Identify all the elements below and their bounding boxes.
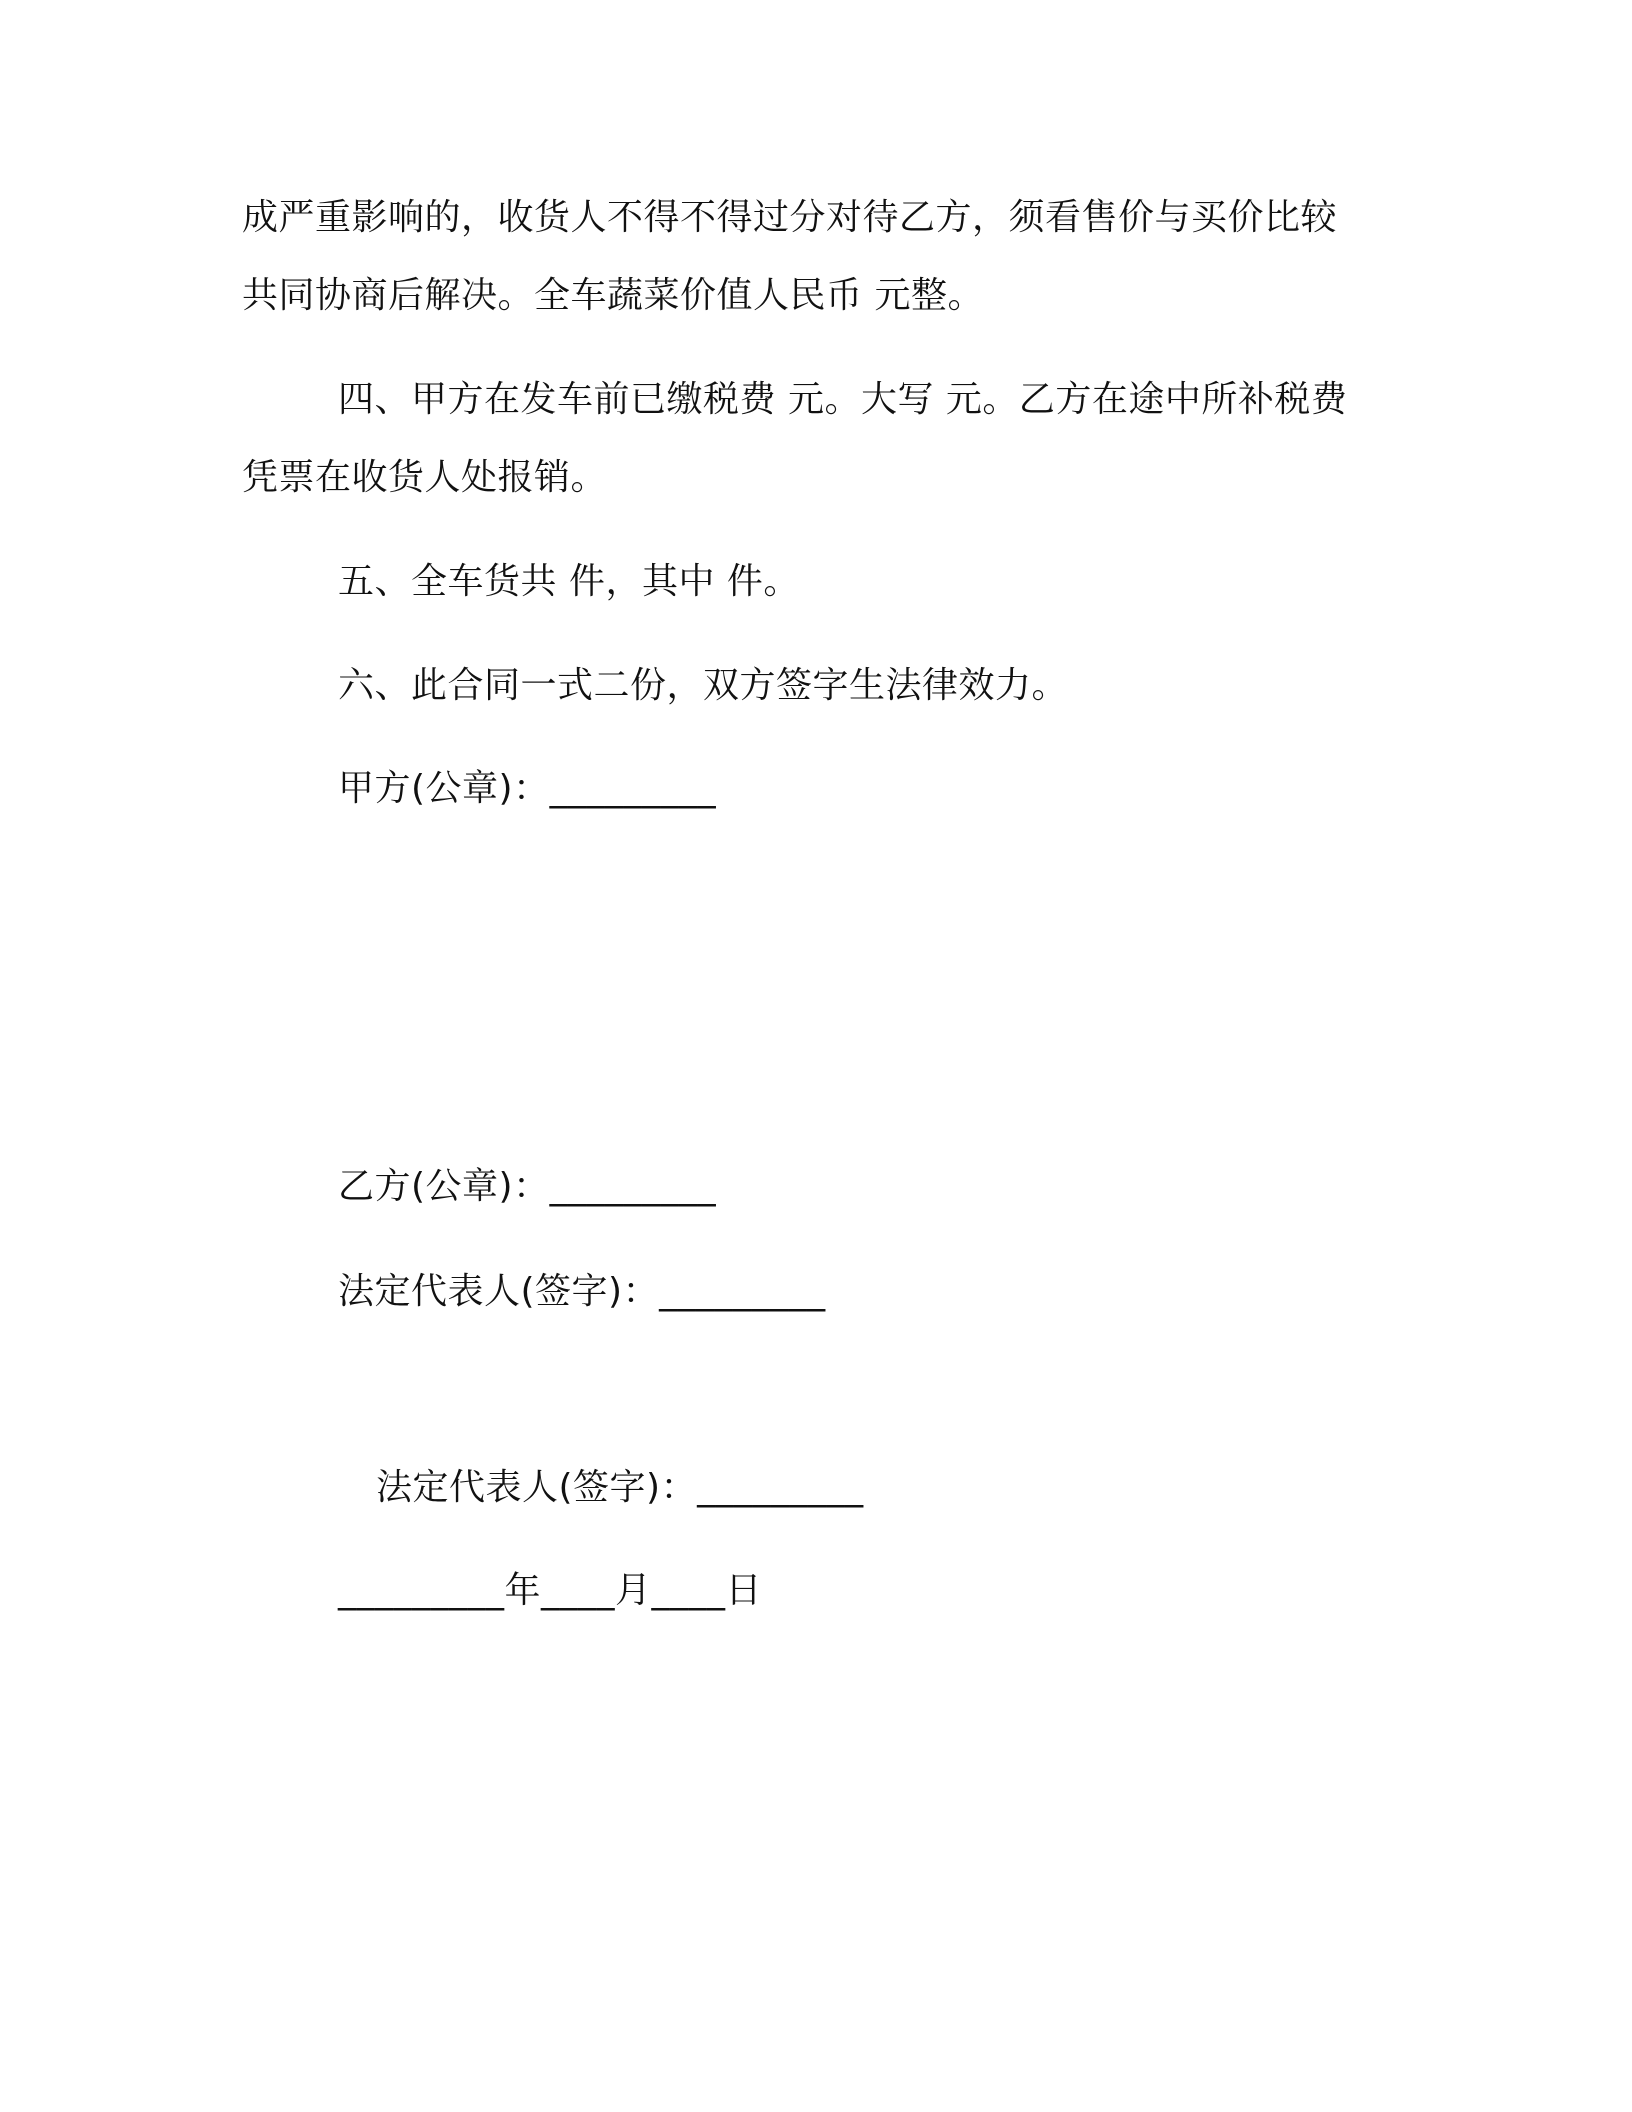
party-b-signature-line: 乙方(公章)：_________ [338, 1166, 717, 1207]
date-line: _________年____月____日 [338, 1570, 762, 1611]
legal-rep-signature-line-1: 法定代表人(签字)：_________ [338, 1271, 826, 1312]
paragraph-3-line-2: 共同协商后解决。全车蔬菜价值人民币 元整。 [242, 275, 984, 316]
clause-6: 六、此合同一式二份，双方签字生法律效力。 [338, 665, 1069, 706]
party-a-signature-line: 甲方(公章)：_________ [338, 768, 717, 809]
paragraph-3-line-1: 成严重影响的，收货人不得不得过分对待乙方，须看售价与买价比较 [242, 197, 1338, 238]
clause-4-line-2: 凭票在收货人处报销。 [242, 457, 608, 498]
clause-5: 五、全车货共 件，其中 件。 [338, 561, 800, 602]
legal-rep-signature-line-2: 法定代表人(签字)：_________ [376, 1467, 864, 1508]
clause-4-line-1: 四、甲方在发车前已缴税费 元。大写 元。乙方在途中所补税费 [338, 379, 1348, 420]
